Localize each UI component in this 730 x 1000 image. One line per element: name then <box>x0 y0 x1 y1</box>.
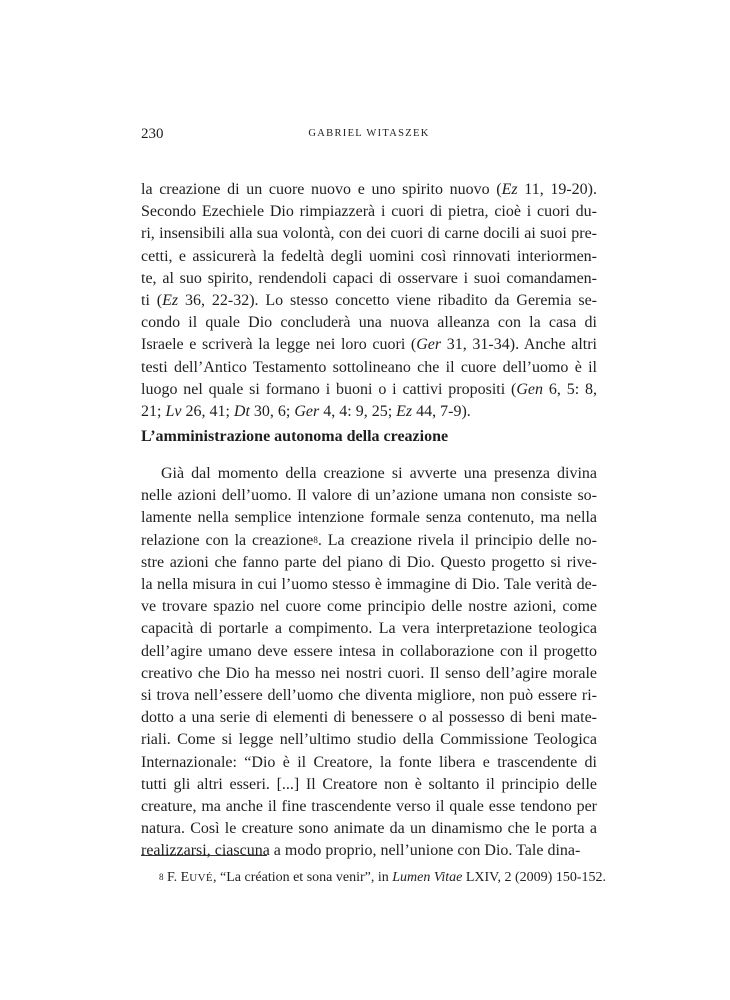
text-line <box>141 179 597 201</box>
text-run: te, al suo spirito, rendendoli capaci di osservare i suoi comandamen- <box>141 269 597 287</box>
text-run: lamente nella semplice intenzione formale senza contenuto, ma nella <box>141 509 597 527</box>
citation-abbrev: Ez <box>162 292 179 310</box>
text-line <box>141 840 597 862</box>
text-run: creature, ma anche il fine trascendente verso il quale esse tendono per <box>141 798 597 816</box>
citation-abbrev: Ger <box>416 336 442 354</box>
footnote-author-rest: UVÉ <box>189 872 214 884</box>
text-line <box>141 552 597 574</box>
text-run: si trova nell’essere dell’uomo che diventa migliore, non può essere ri- <box>141 687 597 705</box>
text-run: Secondo Ezechiele Dio rimpiazzerà i cuori di pietra, cioè i cuori du- <box>141 203 597 221</box>
page-header <box>141 126 597 148</box>
text-run: natura. Così le creature sono animate da un dinamismo che le porta a <box>141 820 597 838</box>
text-line <box>141 596 597 618</box>
text-line <box>141 774 597 796</box>
text-run: tutti gli altri esseri. [...] Il Creatore non è soltanto il principio delle <box>141 775 597 793</box>
text-run: . La creazione rivela il principio delle no- <box>317 531 597 549</box>
text-line <box>141 290 597 312</box>
text-line <box>141 485 597 507</box>
footnote-rule <box>141 855 267 856</box>
footnote-author-initial: F. E <box>167 870 190 885</box>
page-number: 230 <box>141 126 164 142</box>
text-run: ve trovare spazio nel cuore come principio delle nostre azioni, come <box>141 598 597 616</box>
text-line <box>141 463 597 485</box>
citation-abbrev: Ger <box>294 403 320 421</box>
text-line <box>141 574 597 596</box>
text-run: 4, 4: 9, 25; <box>319 403 397 421</box>
text-run: relazione con la creazione <box>141 531 314 549</box>
paragraph-2 <box>141 463 597 863</box>
text-run: 30, 6; <box>249 403 295 421</box>
text-run: Internazionale: “Dio è il Creatore, la fonte libera e trascendente di <box>141 753 597 771</box>
text-run: dotto a una serie di elementi di benessere o al possesso di beni mate- <box>141 709 597 727</box>
text-run: 21; <box>141 403 166 421</box>
text-line <box>141 818 597 840</box>
text-line <box>141 223 597 245</box>
text-run: creativo che Dio ha messo nei nostri cuori. Il senso dell’agire morale <box>141 664 597 682</box>
text-line <box>141 334 597 356</box>
text-run: cetti, e assicurerà la fedeltà degli uomini così rinnovati interiormen- <box>141 247 597 265</box>
section-heading: L’amministrazione autonoma della creazione <box>141 428 449 445</box>
text-line <box>141 379 597 401</box>
citation-abbrev: Ez <box>501 181 518 198</box>
text-run: ti ( <box>141 292 163 310</box>
text-line <box>141 401 597 423</box>
text-line <box>141 246 597 268</box>
text-run: 6, 5: 8, <box>543 380 597 398</box>
text-line <box>141 707 597 729</box>
text-line <box>141 796 597 818</box>
text-run: stre azioni che fanno parte del piano di Dio. Questo progetto si rive- <box>141 553 597 571</box>
text-run: realizzarsi, ciascuna a modo proprio, nell’unione con Dio. Tale dina- <box>141 842 581 860</box>
text-line <box>141 312 597 334</box>
footnote-rest: LXIV, 2 (2009) 150-152. <box>462 870 606 885</box>
paragraph-1 <box>141 179 597 423</box>
text-run: luogo nel quale si formano i buoni o i cattivi propositi ( <box>141 380 517 398</box>
text-line <box>141 530 597 552</box>
text-run: 31, 31-34). Anche altri <box>441 336 597 354</box>
text-line <box>141 685 597 707</box>
citation-abbrev: Lv <box>165 403 182 421</box>
footnote-journal: Lumen Vitae <box>392 870 463 885</box>
text-run: dell’agire umano deve essere intesa in collaborazione con il progetto <box>141 642 597 660</box>
citation-abbrev: Dt <box>233 403 250 421</box>
text-run: 36, 22-32). Lo stesso concetto viene ribadito da Geremia se- <box>178 292 598 310</box>
running-head: GABRIEL WITASZEK <box>308 128 430 139</box>
text-run: Israele e scriverà la legge nei loro cuori ( <box>141 336 417 354</box>
text-line <box>141 618 597 640</box>
footnote-reference: 8 <box>313 534 318 545</box>
text-run: capacità di portarle a compimento. La vera interpretazione teologica <box>141 620 597 638</box>
text-run: riali. Come si legge nell’ultimo studio della Commissione Teologica <box>141 731 597 749</box>
text-run: condo il quale Dio concluderà una nuova alleanza con la casa di <box>141 314 597 332</box>
text-line <box>141 752 597 774</box>
footnote-title: , “La création et sona venir”, in <box>213 870 393 885</box>
footnote-mark: 8 <box>159 872 164 882</box>
text-line <box>141 729 597 751</box>
text-run: 26, 41; <box>181 403 234 421</box>
text-line <box>141 357 597 379</box>
text-run: testi dell’Antico Testamento sottolineano che il cuore dell’uomo è il <box>141 358 597 376</box>
text-line <box>141 663 597 685</box>
text-run: la nella misura in cui l’uomo stesso è immagine di Dio. Tale verità de- <box>141 576 597 594</box>
citation-abbrev: Ez <box>396 403 413 421</box>
text-line <box>141 268 597 290</box>
text-run: ri, insensibili alla sua volontà, con dei cuori di carne docili ai suoi pre- <box>141 225 597 243</box>
text-run: 44, 7-9). <box>412 403 471 421</box>
text-run: nelle azioni dell’uomo. Il valore di un’azione umana non consiste so- <box>141 487 597 505</box>
text-run: 11, 19-20). <box>517 181 598 198</box>
footnote-8 <box>141 869 606 887</box>
citation-abbrev: Gen <box>516 380 544 398</box>
text-line <box>141 507 597 529</box>
text-run: Già dal momento della creazione si avverte una presenza divina <box>161 465 597 482</box>
text-line <box>141 201 597 223</box>
text-line <box>141 641 597 663</box>
text-run: la creazione di un cuore nuovo e uno spirito nuovo ( <box>141 181 502 198</box>
